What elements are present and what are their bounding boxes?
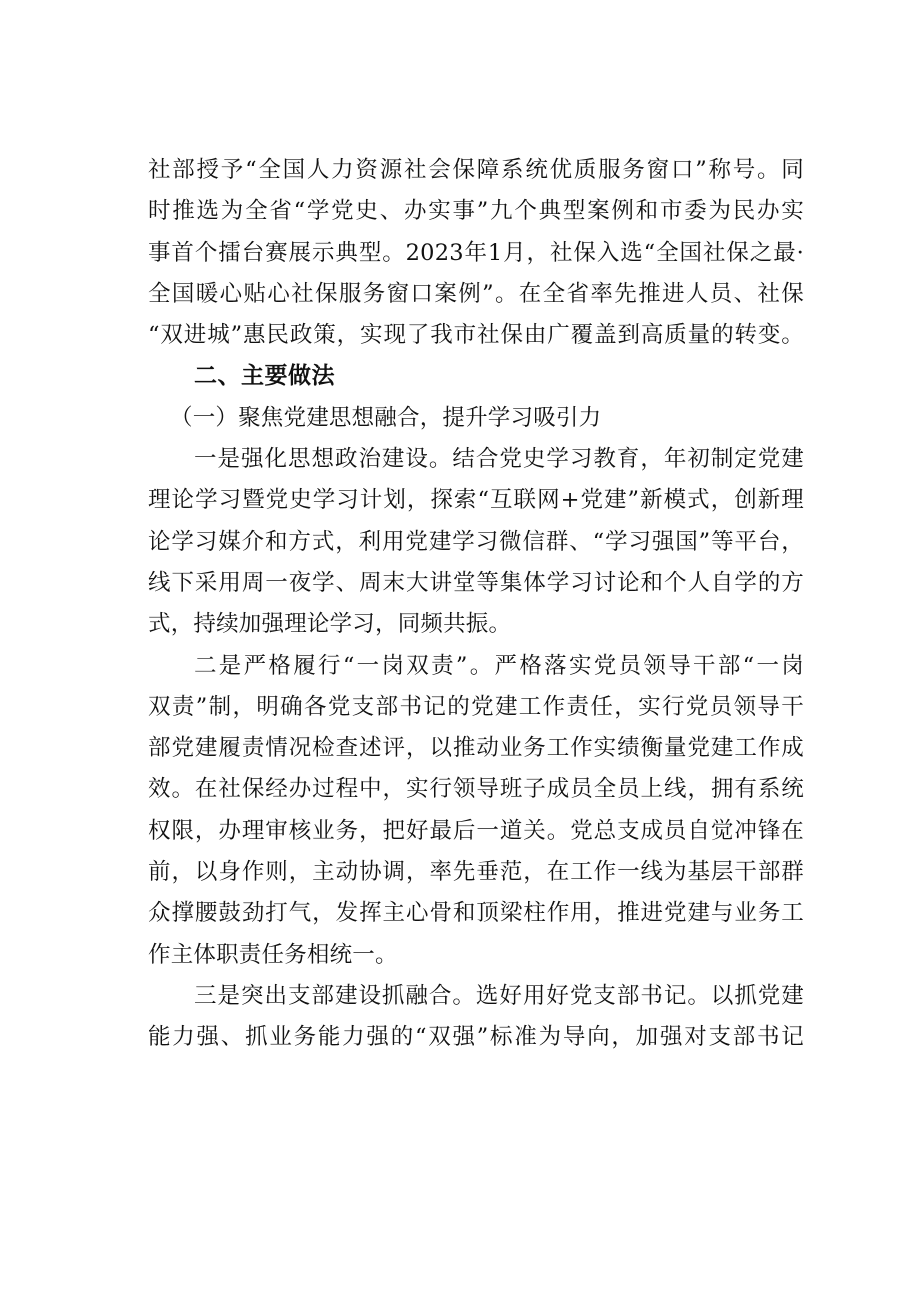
- paragraph-ideological-building: [148, 439, 804, 645]
- text-line: “双进城”惠民政策，实现了我市社保由广覆盖到高质量的转变。: [148, 322, 804, 349]
- paragraph-dual-responsibility: [148, 646, 804, 976]
- text-line: 能力强、抓业务能力强的“双强”标准为导向，加强对支部书记: [148, 1024, 804, 1051]
- text-line: 一是强化思想政治建设。结合党史学习教育，年初制定党建: [194, 446, 804, 473]
- text-line: 事首个擂台赛展示典型。2023年1月，社保入选“全国社保之最·: [148, 239, 804, 266]
- text-line: 二是严格履行“一岗双责”。严格落实党员领导干部“一岗: [194, 652, 804, 679]
- text-line: 前，以身作则，主动协调，率先垂范，在工作一线为基层干部群: [148, 859, 804, 886]
- text-line: 时推选为全省“学党史、办实事”九个典型案例和市委为民办实: [148, 198, 804, 225]
- text-line: 双责”制，明确各党支部书记的党建工作责任，实行党员领导干: [148, 693, 804, 720]
- text-line: 理论学习暨党史学习计划，探索“互联网+党建”新模式，创新理: [148, 487, 804, 514]
- document-body: [148, 150, 804, 1059]
- text-line: 线下采用周一夜学、周末大讲堂等集体学习讨论和个人自学的方: [148, 569, 804, 596]
- text-line: 权限，办理审核业务，把好最后一道关。党总支成员自觉冲锋在: [148, 817, 804, 844]
- section-heading: 二、主要做法: [194, 363, 335, 390]
- intro-paragraph: [148, 150, 804, 356]
- text-line: 效。在社保经办过程中，实行领导班子成员全员上线，拥有系统: [148, 776, 804, 803]
- text-line: 论学习媒介和方式，利用党建学习微信群、“学习强国”等平台，: [148, 528, 804, 555]
- text-line: 社部授予“全国人力资源社会保障系统优质服务窗口”称号。同: [148, 157, 804, 183]
- text-line: 式，持续加强理论学习，同频共振。: [148, 611, 512, 638]
- paragraph-branch-building: [148, 976, 804, 1059]
- text-line: 作主体职责任务相统一。: [148, 941, 398, 968]
- text-line: 众撑腰鼓劲打气，发挥主心骨和顶梁柱作用，推进党建与业务工: [148, 900, 804, 927]
- text-line: 部党建履责情况检查述评，以推动业务工作实绩衡量党建工作成: [148, 735, 804, 762]
- text-line: 三是突出支部建设抓融合。选好用好党支部书记。以抓党建: [194, 982, 804, 1009]
- subsection-heading: （一）聚焦党建思想融合，提升学习吸引力: [170, 404, 602, 431]
- text-line: 全国暖心贴心社保服务窗口案例”。在全省率先推进人员、社保: [148, 280, 804, 307]
